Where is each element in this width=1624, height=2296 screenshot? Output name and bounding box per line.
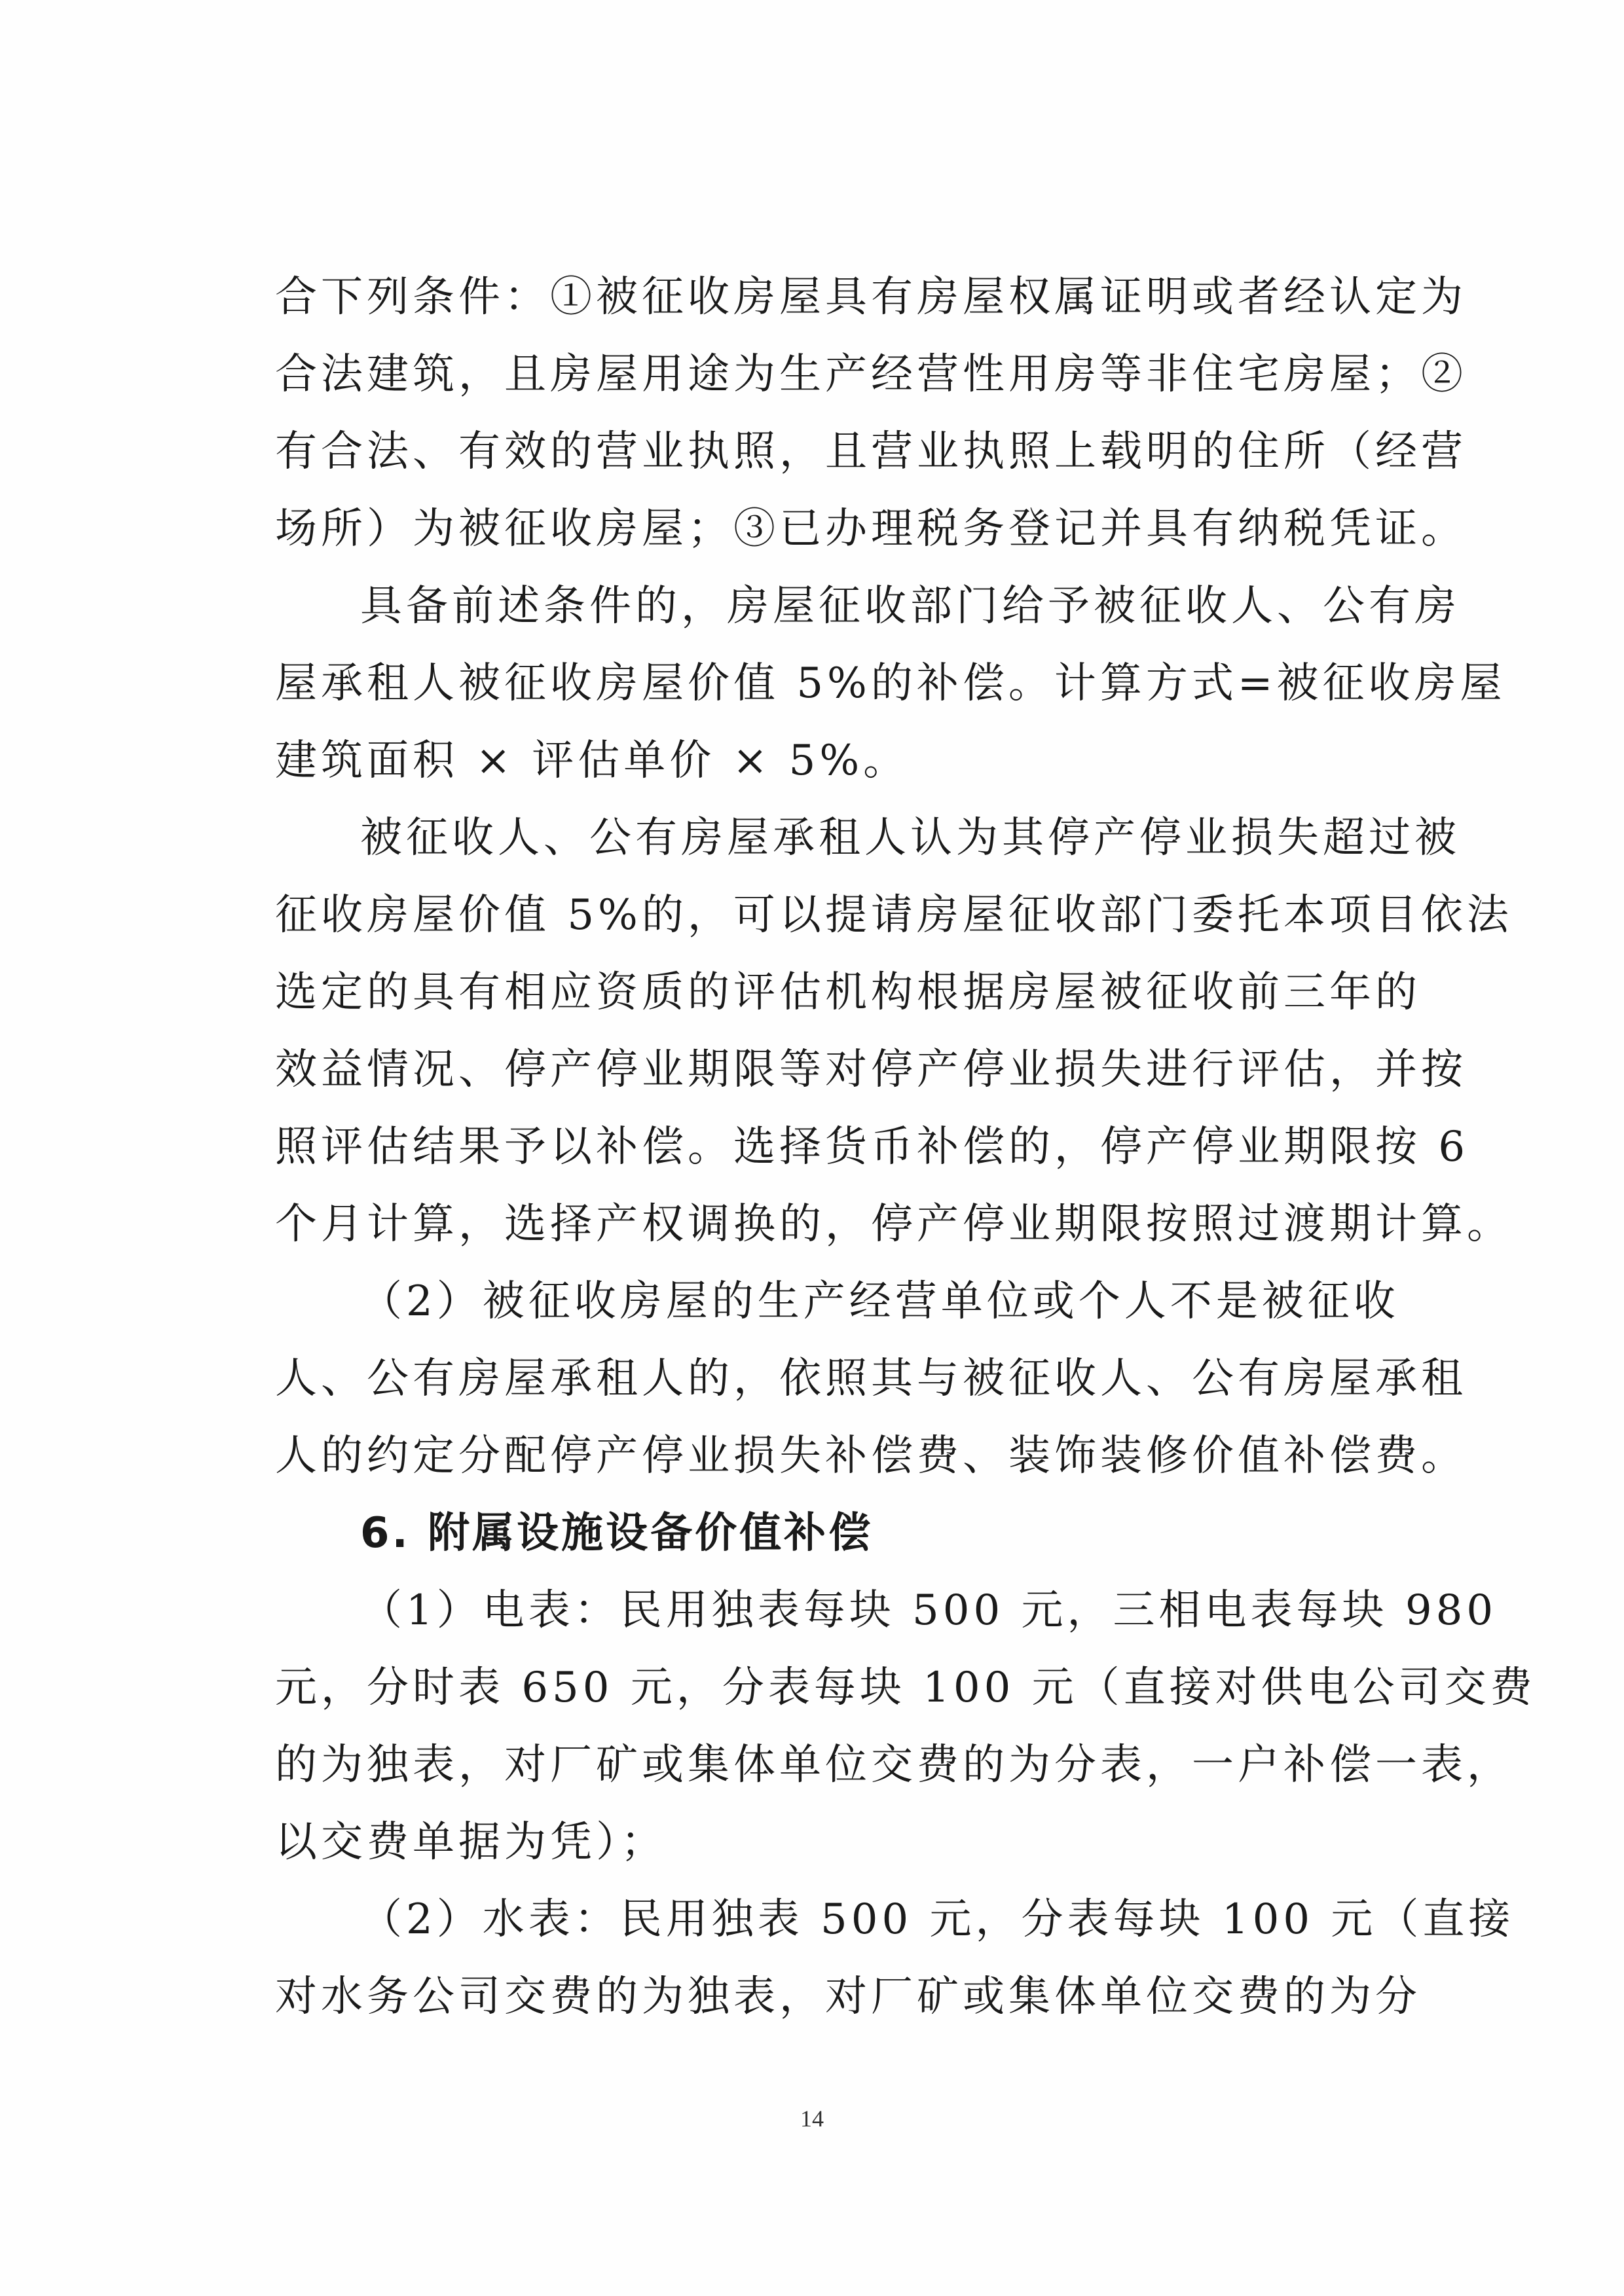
text-line: 征收房屋价值 5%的，可以提请房屋征收部门委托本项目依法 (275, 891, 1513, 939)
page-number: 14 (800, 2105, 824, 2132)
text-line: 的为独表，对厂矿或集体单位交费的为分表，一户补偿一表， (275, 1741, 1513, 1789)
text-line: 合法建筑，且房屋用途为生产经营性用房等非住宅房屋；② (275, 350, 1467, 399)
text-line: 对水务公司交费的为独表，对厂矿或集体单位交费的为分 (275, 1973, 1421, 2021)
text-line: 人、公有房屋承租人的，依照其与被征收人、公有房屋承租 (275, 1355, 1467, 1403)
body-text (275, 259, 1536, 2035)
text-line: 以交费单据为凭）； (275, 1818, 667, 1867)
text-line: （2）水表：民用独表 500 元，分表每块 100 元（直接 (360, 1895, 1515, 1944)
text-line: （2）被征收房屋的生产经营单位或个人不是被征收 (360, 1277, 1399, 1326)
text-line: 合下列条件：①被征收房屋具有房屋权属证明或者经认定为 (275, 273, 1467, 321)
text-line: （1）电表：民用独表每块 500 元，三相电表每块 980 (360, 1586, 1498, 1635)
text-line: 元，分时表 650 元，分表每块 100 元（直接对供电公司交费 (275, 1664, 1536, 1712)
text-line: 效益情况、停产停业期限等对停产停业损失进行评估，并按 (275, 1046, 1467, 1094)
text-line: 选定的具有相应资质的评估机构根据房屋被征收前三年的 (275, 968, 1421, 1017)
text-line: 被征收人、公有房屋承租人认为其停产停业损失超过被 (360, 814, 1460, 862)
text-line: 有合法、有效的营业执照，且营业执照上载明的住所（经营 (275, 428, 1467, 476)
text-line: 建筑面积 × 评估单价 × 5%。 (275, 737, 910, 785)
text-line: 屋承租人被征收房屋价值 5%的补偿。计算方式=被征收房屋 (275, 659, 1506, 708)
text-line: 人的约定分配停产停业损失补偿费、装饰装修价值补偿费。 (275, 1432, 1467, 1480)
text-line: 具备前述条件的，房屋征收部门给予被征收人、公有房 (360, 582, 1460, 630)
section-heading: 6. 附属设施设备价值补偿 (360, 1509, 874, 1558)
text-line: 个月计算，选择产权调换的，停产停业期限按照过渡期计算。 (275, 1200, 1513, 1248)
text-line: 照评估结果予以补偿。选择货币补偿的，停产停业期限按 6 (275, 1123, 1469, 1171)
text-line: 场所）为被征收房屋；③已办理税务登记并具有纳税凭证。 (275, 505, 1467, 553)
